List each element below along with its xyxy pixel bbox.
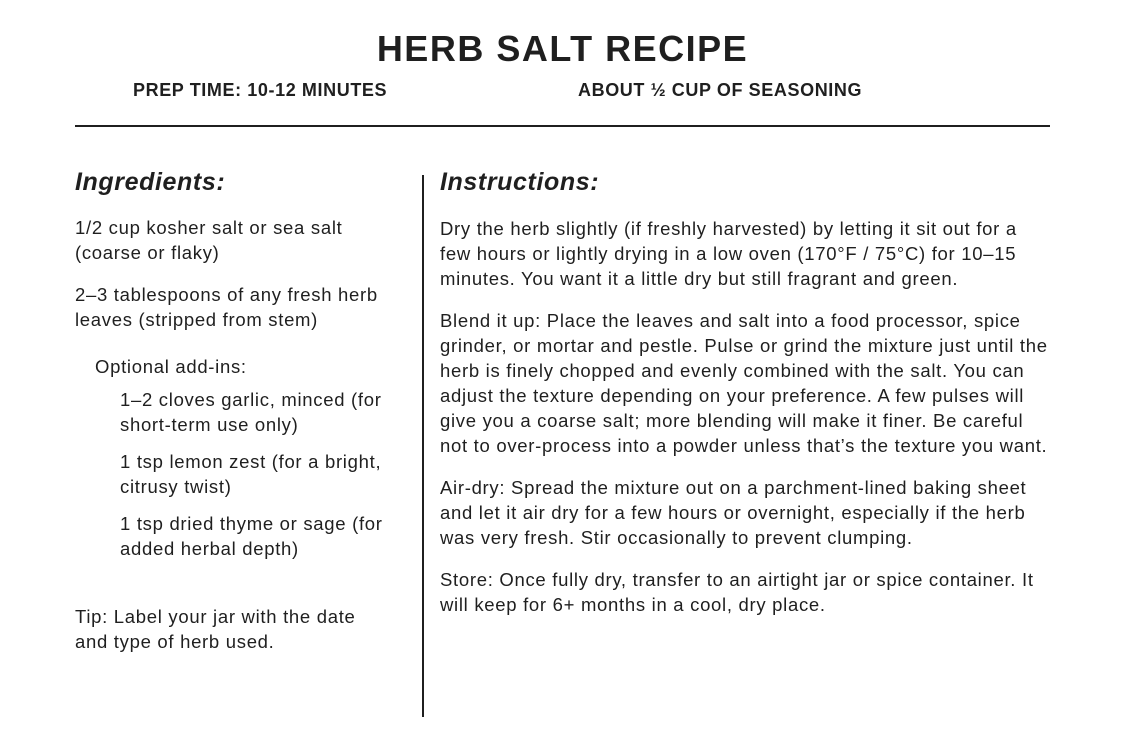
instruction-step: Air-dry: Spread the mixture out on a parchment-lined baking sheet and let it air dry for a few hours or overnight, especially if the herb was very fresh. Stir occasionally to prevent clumping. [440,477,1027,548]
ingredient-item: 1/2 cup kosher salt or sea salt (coarse or flaky) [75,217,343,263]
addin-item: 1 tsp lemon zest (for a bright, citrusy twist) [120,451,382,497]
column-divider [422,175,424,717]
yield-amount: ABOUT ½ CUP OF SEASONING [578,80,863,100]
addin-item: 1 tsp dried thyme or sage (for added herbal depth) [120,513,383,559]
ingredient-item: 2–3 tablespoons of any fresh herb leaves (stripped from stem) [75,284,378,330]
page-title: HERB SALT RECIPE [376,28,749,69]
header-divider [75,125,1050,127]
prep-time: PREP TIME: 10-12 MINUTES [133,80,388,100]
tip-note: Tip: Label your jar with the date and type of herb used. [75,606,356,652]
instructions-heading: Instructions: [440,168,600,196]
instruction-step: Store: Once fully dry, transfer to an airtight jar or spice container. It will keep for 6+ months in a cool, dry place. [440,569,1034,615]
ingredients-heading: Ingredients: [75,168,226,196]
optional-addins-label: Optional add-ins: [95,356,247,377]
instruction-step: Blend it up: Place the leaves and salt into a food processor, spice grinder, or mortar and pestle. Pulse or grind the mixture just until the herb is finely chopped and evenly combined with the salt. You can adjust the texture depending on your preference. A few pulses will give you a coarse salt; more blending will make it finer. Be careful not to over-process into a powder unless that’s the texture you want. [440,310,1048,456]
addin-item: 1–2 cloves garlic, minced (for short-term use only) [120,389,382,435]
instruction-step: Dry the herb slightly (if freshly harvested) by letting it sit out for a few hours or lightly drying in a low oven (170°F / 75°C) for 10–15 minutes. You want it a little dry but still fragrant and green. [440,218,1017,289]
instructions-list [440,216,1052,634]
ingredients-list [75,215,395,573]
